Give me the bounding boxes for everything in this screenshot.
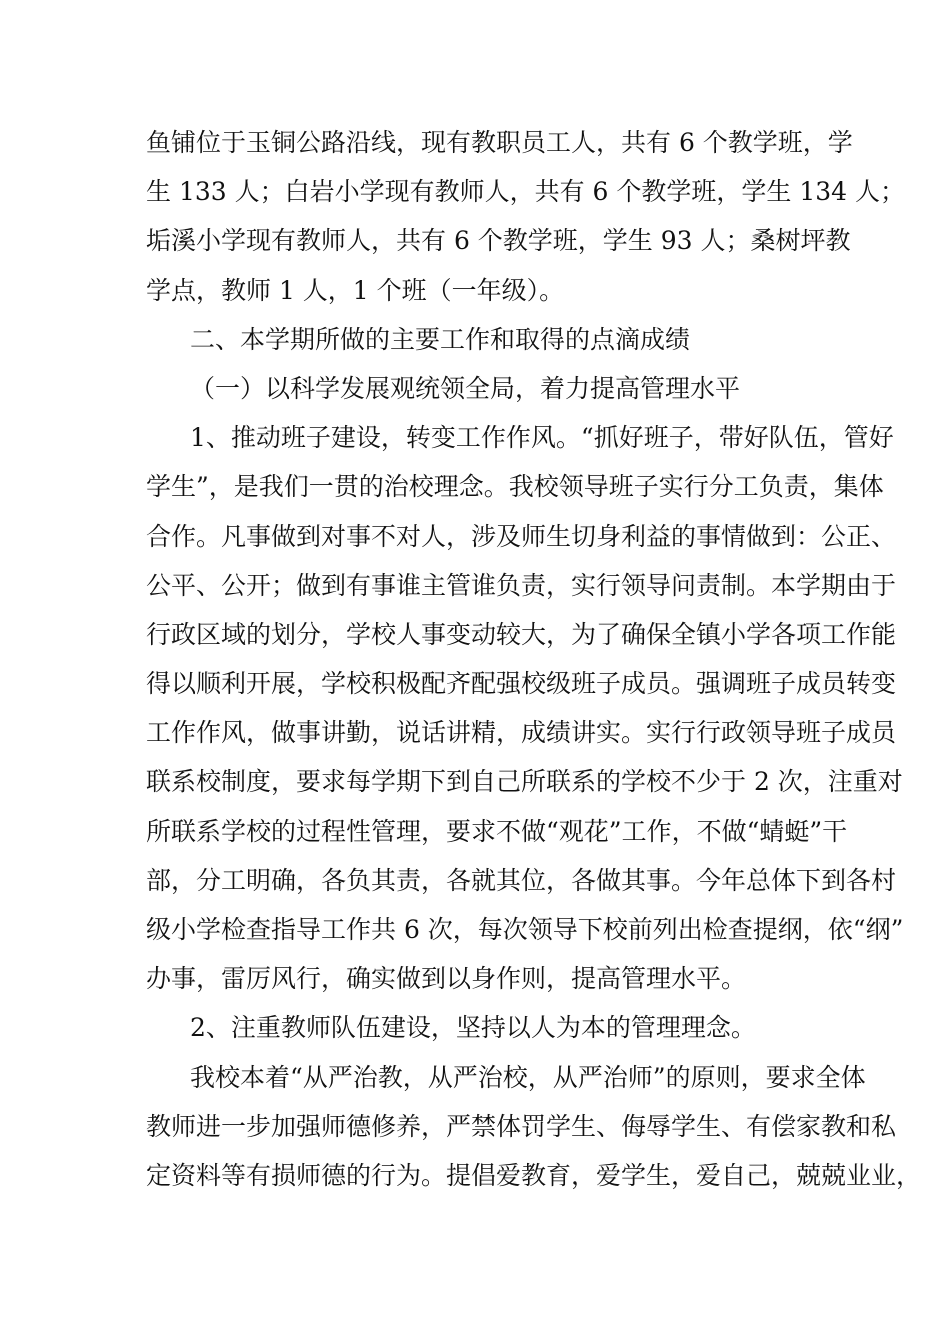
text-line: 行政区域的划分，学校人事变动较大，为了确保全镇小学各项工作能 [146, 619, 897, 649]
text-line: （一）以科学发展观统领全局，着力提高管理水平 [190, 373, 741, 403]
text-line: 垢溪小学现有教师人，共有 6 个教学班，学生 93 人；桑树坪教 [146, 226, 851, 256]
text-line: 学点，教师 1 人，1 个班（一年级）。 [146, 275, 565, 305]
paragraph-team-building [146, 413, 904, 1003]
paragraph-school-overview [146, 118, 906, 315]
text-line: 定资料等有损师德的行为。提倡爱教育，爱学生，爱自己，兢兢业业， [146, 1160, 922, 1190]
text-line: 二、本学期所做的主要工作和取得的点滴成绩 [190, 324, 691, 354]
text-line: 联系校制度，要求每学期下到自己所联系的学校不少于 2 次，注重对 [146, 767, 903, 797]
subsection-heading-management [146, 364, 806, 413]
text-line: 公平、公开；做到有事谁主管谁负责，实行领导问责制。本学期由于 [146, 570, 897, 600]
text-line: 级小学检查指导工作共 6 次，每次领导下校前列出检查提纲，依“纲” [146, 915, 904, 944]
text-line: 生 133 人；白岩小学现有教师人，共有 6 个教学班，学生 134 人； [146, 177, 906, 207]
text-line: 合作。凡事做到对事不对人，涉及师生切身利益的事情做到：公正、 [146, 521, 897, 551]
paragraph-teacher-ethics [146, 1053, 922, 1201]
text-line: 学生”，是我们一贯的治校理念。我校领导班子实行分工负责，集体 [146, 472, 884, 502]
text-line: 工作作风，做事讲勤，说话讲精，成绩讲实。实行行政领导班子成员 [146, 718, 897, 748]
document-page [146, 118, 922, 1200]
text-line: 教师进一步加强师德修养，严禁体罚学生、侮辱学生、有偿家教和私 [146, 1111, 897, 1141]
text-line: 得以顺利开展，学校积极配齐配强校级班子成员。强调班子成员转变 [146, 669, 897, 699]
text-line: 鱼铺位于玉铜公路沿线，现有教职员工人，共有 6 个教学班，学 [146, 128, 853, 157]
text-line: 1、推动班子建设，转变工作作风。“抓好班子，带好队伍，管好 [190, 423, 894, 453]
text-line: 我校本着“从严治教，从严治校，从严治师”的原则，要求全体 [190, 1062, 866, 1092]
text-line: 2、注重教师队伍建设，坚持以人为本的管理理念。 [190, 1013, 756, 1043]
heading-teacher-team [146, 1003, 806, 1052]
section-heading-achievements [146, 315, 806, 364]
text-line: 办事，雷厉风行，确实做到以身作则，提高管理水平。 [146, 964, 747, 994]
text-line: 部，分工明确，各负其责，各就其位，各做其事。今年总体下到各村 [146, 865, 897, 895]
text-line: 所联系学校的过程性管理，要求不做“观花”工作，不做“蜻蜓”干 [146, 816, 848, 846]
